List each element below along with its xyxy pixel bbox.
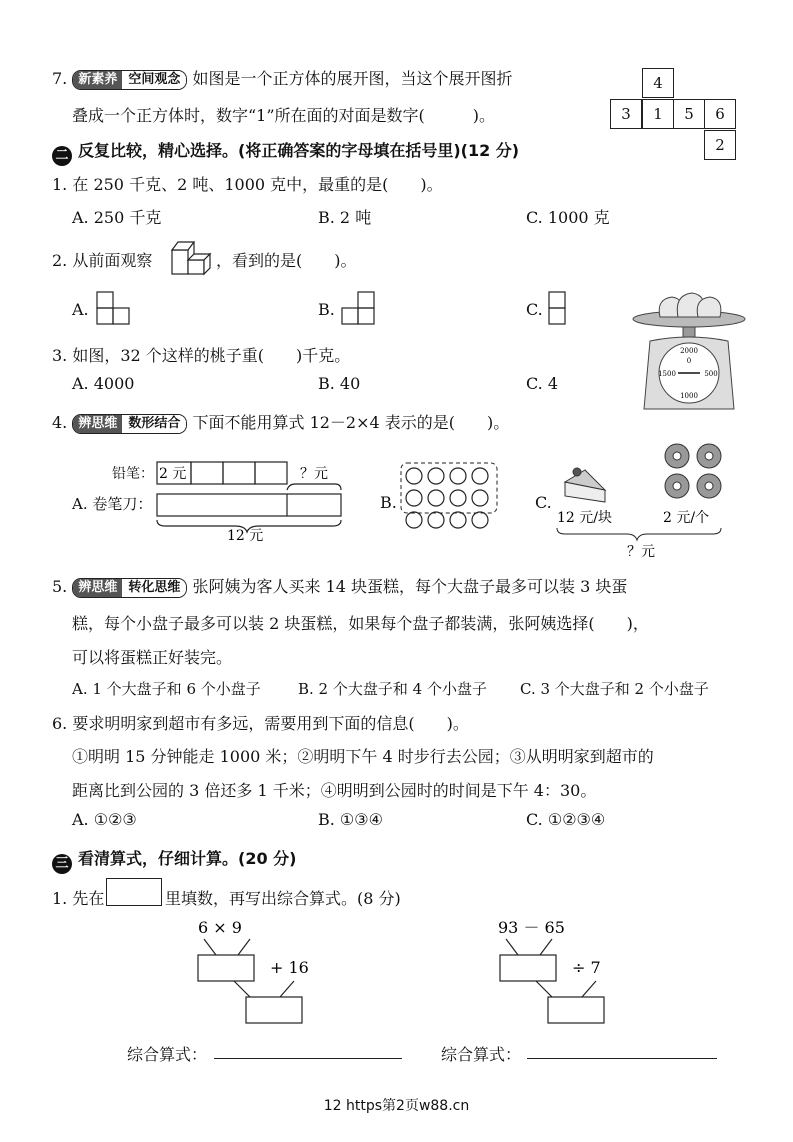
right-op: ÷ 7 [572,958,601,977]
net-cell: 4 [642,68,674,98]
circle-item [472,490,488,506]
c2-view-b [340,290,380,328]
net-cell: 1 [642,99,674,129]
c2-option-a: A. [72,300,89,319]
c2-stem-b: ，看到的是( )。 [216,251,357,270]
pencil-price: 2 元 [159,466,187,482]
c2-view-a [95,290,135,328]
donut-hole [673,482,681,490]
answer-line-right[interactable] [527,1058,717,1059]
q7-tag: 新素养 空间观念 [72,70,187,90]
net-cell: 3 [610,99,642,129]
c2-cube-figure [168,236,218,278]
c5-option-a: A. 1 个大盘子和 6 个小盘子 [72,680,261,698]
combined-label-left: 综合算式： [127,1045,208,1064]
c2-option-b: B. [318,300,335,319]
total-label: 12 元 [227,528,264,544]
circle-item [406,468,422,484]
circle-item [450,468,466,484]
scale-label: 2000 [680,347,698,355]
scale-label: 1000 [680,392,698,400]
c5-line1: 5. 辨思维 转化思维 张阿姨为客人买来 14 块蛋糕，每个大盘子最多可以装 3 块蛋 [52,577,628,596]
left-op: + 16 [270,958,309,977]
c3-option-a: A. 4000 [72,374,135,393]
blank-box-example [106,878,162,906]
sum-unknown: ？元 [627,544,655,560]
c6-stem: 6. 要求明明家到超市有多远，需要用到下面的信息( )。 [52,714,469,733]
q7-line1: 7. 新素养 空间观念 如图是一个正方体的展开图，当这个展开图折 [52,69,513,88]
right-top-expr: 93 － 65 [498,918,565,937]
cake-price: 12 元/块 [557,510,612,526]
c4-stem: 4. 辨思维 数形结合 下面不能用算式 12－2×4 表示的是( )。 [52,413,510,432]
c4-option-b-circles [400,462,500,538]
peach-scale-figure [630,285,748,413]
c5-line2: 糕，每个小盘子最多可以装 2 块蛋糕，如果每个盘子都装满，张阿姨选择( )， [72,614,649,633]
donut-hole [705,452,713,460]
page-footer: 12 https第2页w88.cn [323,1098,470,1114]
c3-option-c: C. 4 [526,374,559,393]
donut-hole [705,482,713,490]
c6-option-b: B. ①③④ [318,810,383,829]
c6-option-c: C. ①②③④ [526,810,606,829]
circle-item [406,512,422,528]
c6-line2: 距离比到公园的 3 倍还多 1 千米；④明明到公园时的时间是下午 4：30。 [72,781,597,800]
calc-right-diagram [492,915,632,1030]
section-2-title: 二 反复比较，精心选择。(将正确答案的字母填在括号里)(12 分) [52,138,519,166]
c1-option-c: C. 1000 克 [526,208,610,227]
scale-label: 0 [686,357,692,365]
circle-item [428,490,444,506]
c4-option-c-figure [555,442,735,564]
net-cell: 2 [704,130,736,160]
q7-line2: 叠成一个正方体时，数字“1”所在面的对面是数字( )。 [72,106,496,125]
net-cell: 5 [673,99,705,129]
c5-option-b: B. 2 个大盘子和 4 个小盘子 [298,680,487,698]
calc-stem-a: 1. 先在 [52,889,105,908]
c2-stem-a: 2. 从前面观察 [52,251,153,270]
c1-stem: 1. 在 250 千克、2 吨、1000 克中，最重的是( )。 [52,175,443,194]
circle-item [472,512,488,528]
c4-option-a-diagram [155,452,355,544]
net-cell: 6 [704,99,736,129]
scale-label: 500 [704,370,718,378]
c4-option-c-label: C. [535,493,552,512]
c4-option-a-label: A. 卷笔刀： [72,495,153,513]
c5-line3: 可以将蛋糕正好装完。 [72,648,233,667]
circle-item [450,490,466,506]
section-3-title: 三 看清算式，仔细计算。(20 分) [52,846,296,874]
circle-item [428,468,444,484]
combined-label-right: 综合算式： [441,1045,522,1064]
c5-option-c: C. 3 个大盘子和 2 个小盘子 [520,680,709,698]
c6-line1: ①明明 15 分钟能走 1000 米；②明明下午 4 时步行去公园；③从明明家到超市的 [72,747,654,766]
c6-option-a: A. ①②③ [72,810,137,829]
circle-item [428,512,444,528]
scale-label: 1500 [658,370,676,378]
left-top-expr: 6 × 9 [198,918,242,937]
c1-option-a: A. 250 千克 [72,208,162,227]
c4-tag: 辨思维 数形结合 [72,414,187,434]
calc-stem-b: 里填数，再写出综合算式。(8 分) [165,889,401,908]
donut-price: 2 元/个 [663,510,710,526]
circle-item [406,490,422,506]
circle-item [450,512,466,528]
c5-tag: 辨思维 转化思维 [72,578,187,598]
answer-line-left[interactable] [214,1058,402,1059]
c2-option-c: C. [526,300,543,319]
calc-left-diagram [190,915,330,1030]
c3-stem: 3. 如图，32 个这样的桃子重( )千克。 [52,346,351,365]
c2-view-c [547,290,571,328]
pencil-label: 铅笔： [112,466,154,482]
c4-option-b-label: B. [380,493,397,512]
c3-option-b: B. 40 [318,374,361,393]
circle-item [472,468,488,484]
donut-hole [673,452,681,460]
unknown-label: ？元 [300,466,328,482]
c1-option-b: B. 2 吨 [318,208,372,227]
